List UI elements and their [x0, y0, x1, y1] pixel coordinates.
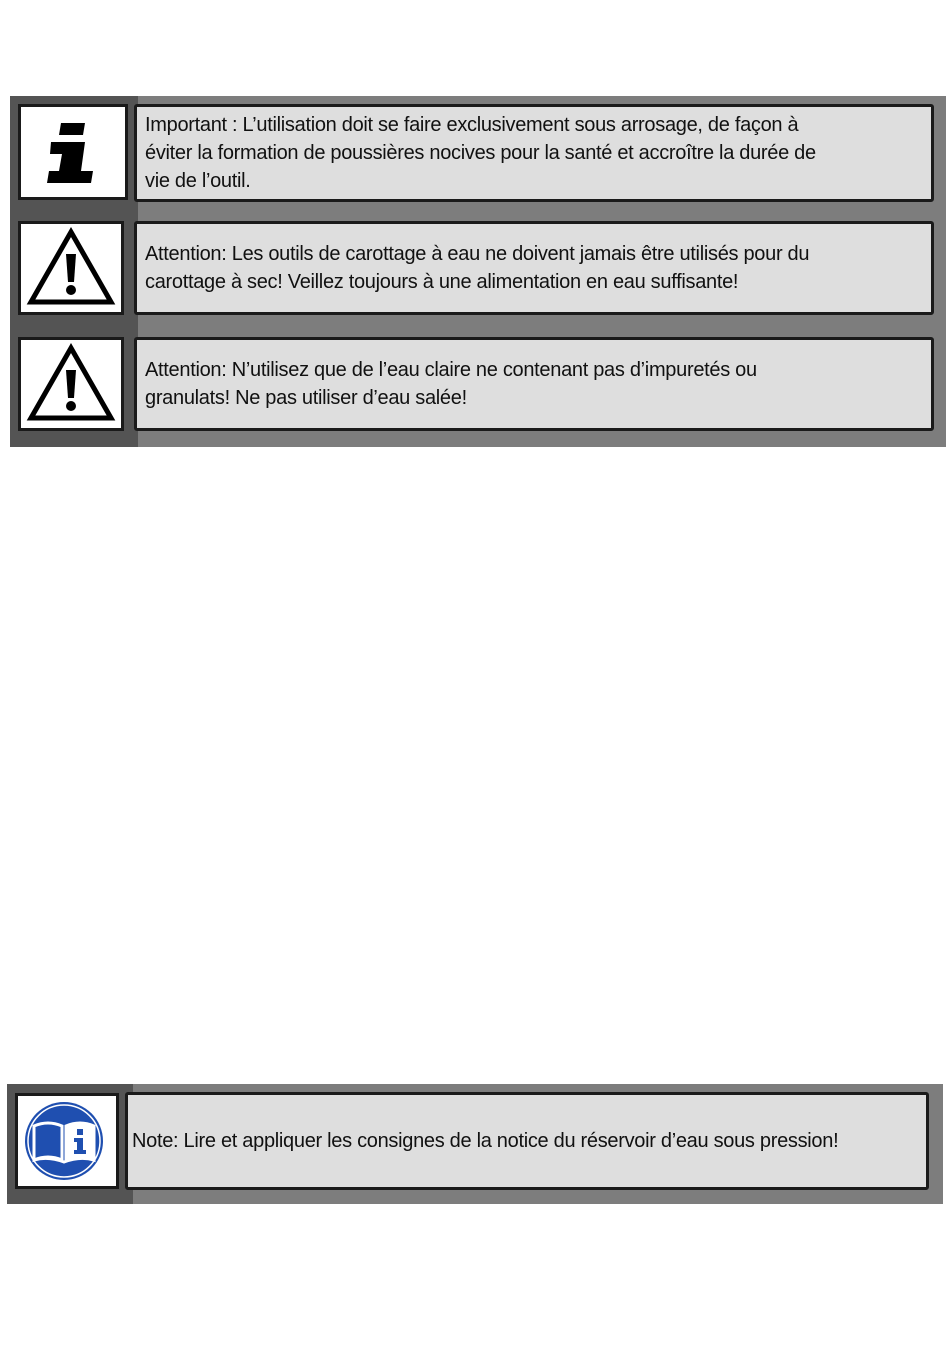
info-i-icon [21, 107, 125, 197]
notice-line: carottage à sec! Veillez toujours à une alimentation en eau suffisante! [145, 271, 739, 293]
note-line: Note: Lire et appliquer les consignes de la notice du réservoir d’eau sous pression! [132, 1130, 839, 1152]
read-manual-icon [18, 1096, 116, 1186]
pressure-tank-note [7, 1084, 943, 1204]
attention-notice-dry-drilling [10, 218, 940, 320]
info-icon-box [18, 104, 128, 200]
manual-icon-box [15, 1093, 119, 1189]
attention-text [134, 337, 934, 431]
notice-line: Important : L’utilisation doit se faire exclusivement sous arrosage, de façon à [145, 114, 799, 136]
notice-line: vie de l’outil. [145, 170, 251, 192]
attention-text [134, 221, 934, 315]
warning-triangle-icon [21, 224, 121, 312]
notice-line: Attention: Les outils de carottage à eau ne doivent jamais être utilisés pour du [145, 243, 810, 265]
notice-line: éviter la formation de poussières nocives pour la santé et accroître la durée de [145, 142, 816, 164]
notice-line: granulats! Ne pas utiliser d’eau salée! [145, 387, 467, 409]
important-notice [10, 100, 940, 208]
warning-triangle-icon [21, 340, 121, 428]
note-text [125, 1092, 929, 1190]
attention-notice-clean-water [10, 333, 940, 437]
warning-icon-box [18, 337, 124, 431]
warning-icon-box [18, 221, 124, 315]
notice-line: Attention: N’utilisez que de l’eau claire ne contenant pas d’impuretés ou [145, 359, 757, 381]
important-text [134, 104, 934, 202]
